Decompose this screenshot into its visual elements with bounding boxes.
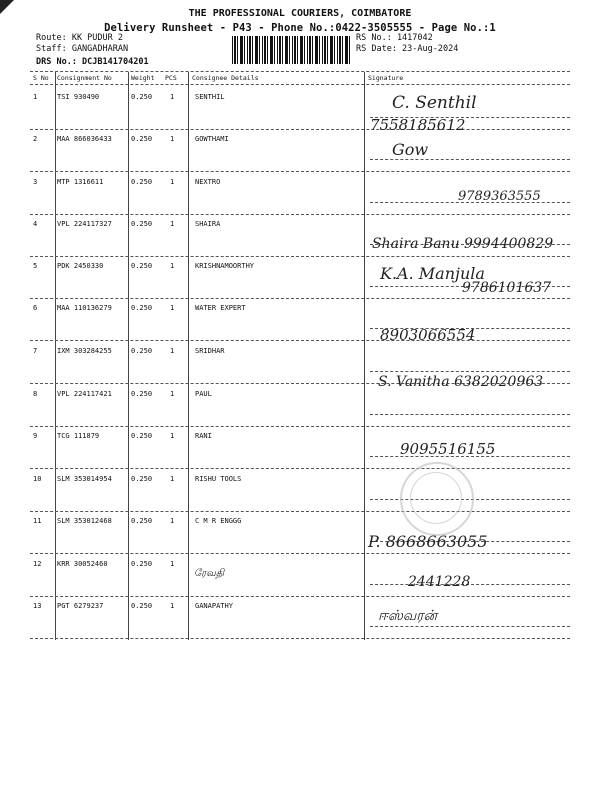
signature-phone: 2441228 — [408, 574, 471, 590]
cell-pcs: 1 — [170, 262, 175, 270]
col-weight: Weight — [131, 74, 155, 82]
row-separator — [30, 298, 570, 299]
cell-pcs: 1 — [170, 475, 175, 483]
cell-weight: 0.250 — [131, 347, 153, 355]
company-title: THE PROFESSIONAL COURIERS, COIMBATORE — [188, 8, 412, 19]
signature: Gow — [392, 140, 429, 159]
cell-consignment: VPL 224117327 — [57, 220, 112, 228]
signature-phone: 9789363555 — [458, 189, 541, 204]
cell-pcs: 1 — [170, 178, 175, 186]
cell-pcs: 1 — [170, 560, 175, 568]
cell-sno: 13 — [33, 602, 42, 610]
cell-consignment: IXM 303284255 — [57, 347, 112, 355]
signature: ஈஸ்வரன் — [378, 608, 438, 624]
signature-phone: 8903066554 — [380, 326, 476, 344]
cell-weight: 0.250 — [131, 135, 153, 143]
row-separator — [30, 256, 570, 257]
row-separator — [30, 129, 570, 130]
column-rule — [128, 72, 129, 640]
cell-weight: 0.250 — [131, 602, 153, 610]
cell-consignment: MAA 866036433 — [57, 135, 112, 143]
cell-sno: 4 — [33, 220, 38, 228]
cell-sno: 12 — [33, 560, 42, 568]
cell-consignee: SHAIRA — [195, 220, 221, 228]
rs-date: RS Date: 23-Aug-2024 — [356, 44, 459, 54]
cell-consignment: SLM 353014954 — [57, 475, 112, 483]
cell-consignee: RANI — [195, 432, 212, 440]
barcode — [232, 36, 352, 64]
cell-consignment: TSI 930490 — [57, 93, 100, 101]
row-separator — [30, 171, 570, 172]
cell-sno: 11 — [33, 517, 42, 525]
cell-consignment: PGT 6279237 — [57, 602, 104, 610]
staff-label: Staff: GANGADHARAN — [36, 44, 129, 54]
col-signature: Signature — [368, 74, 404, 82]
signature-line — [370, 414, 570, 415]
signature-phone: P. 8668663055 — [368, 532, 488, 551]
cell-sno: 5 — [33, 262, 38, 270]
cell-consignment: TCG 111879 — [57, 432, 100, 440]
signature-line — [370, 159, 570, 160]
signature: Shaira Banu 9994400829 — [372, 236, 554, 252]
cell-consignment: MTP 1316611 — [57, 178, 104, 186]
signature-line — [370, 371, 570, 372]
cell-weight: 0.250 — [131, 475, 153, 483]
cell-pcs: 1 — [170, 347, 175, 355]
cell-pcs: 1 — [170, 93, 175, 101]
row-separator — [30, 468, 570, 469]
header-divider-top — [30, 71, 570, 72]
col-consignee: Consignee Details — [192, 74, 259, 82]
col-pcs: PCS — [165, 74, 177, 82]
cell-sno: 3 — [33, 178, 38, 186]
cell-weight: 0.250 — [131, 432, 153, 440]
signature-line — [370, 626, 570, 627]
cell-consignee: GOWTHAMI — [195, 135, 229, 143]
cell-weight: 0.250 — [131, 93, 153, 101]
cell-sno: 1 — [33, 93, 38, 101]
route-label: Route: KK PUDUR 2 — [36, 33, 123, 43]
cell-sno: 10 — [33, 475, 42, 483]
rs-number: RS No.: 1417042 — [356, 33, 433, 43]
cell-pcs: 1 — [170, 602, 175, 610]
cell-pcs: 1 — [170, 432, 175, 440]
col-sno: S No — [33, 74, 49, 82]
cell-consignee: C M R ENGGG — [195, 517, 242, 525]
signature: S. Vanitha 6382020963 — [378, 374, 544, 390]
cell-weight: 0.250 — [131, 220, 153, 228]
cell-sno: 2 — [33, 135, 38, 143]
row-separator — [30, 638, 570, 639]
header-divider-bottom — [30, 84, 570, 85]
cell-weight: 0.250 — [131, 517, 153, 525]
cell-consignee: GANAPATHY — [195, 602, 233, 610]
cell-consignment: PDK 2450330 — [57, 262, 104, 270]
col-consignment: Consignment No — [57, 74, 112, 82]
cell-consignee: RISHU TOOLS — [195, 475, 242, 483]
company-stamp — [400, 462, 474, 536]
row-separator — [30, 596, 570, 597]
cell-sno: 8 — [33, 390, 38, 398]
row-separator — [30, 426, 570, 427]
signature: C. Senthil — [392, 93, 477, 113]
cell-pcs: 1 — [170, 220, 175, 228]
consignee-handwritten: ரேவதி — [194, 568, 225, 579]
signature-phone: 9786101637 — [462, 280, 552, 296]
cell-weight: 0.250 — [131, 262, 153, 270]
signature-phone: 9095516155 — [400, 440, 496, 458]
signature: K.A. Manjula — [380, 264, 485, 283]
cell-consignee: PAUL — [195, 390, 212, 398]
cell-pcs: 1 — [170, 390, 175, 398]
cell-sno: 7 — [33, 347, 38, 355]
cell-pcs: 1 — [170, 304, 175, 312]
row-separator — [30, 214, 570, 215]
column-rule — [364, 72, 365, 640]
row-separator — [30, 340, 570, 341]
cell-consignment: SLM 353012468 — [57, 517, 112, 525]
cell-consignee: SRIDHAR — [195, 347, 225, 355]
row-separator — [30, 553, 570, 554]
drs-label: DRS No.: DCJB141704201 — [36, 57, 149, 67]
cell-consignment: KRR 30052460 — [57, 560, 108, 568]
cell-weight: 0.250 — [131, 390, 153, 398]
column-rule — [55, 72, 56, 640]
cell-consignee: WATER EXPERT — [195, 304, 246, 312]
cell-pcs: 1 — [170, 135, 175, 143]
column-rule — [188, 72, 189, 640]
signature-phone: 7558185612 — [370, 116, 466, 134]
cell-sno: 9 — [33, 432, 38, 440]
cell-consignee: NEXTRO — [195, 178, 221, 186]
cell-consignee: SENTHIL — [195, 93, 225, 101]
cell-consignment: VPL 224117421 — [57, 390, 112, 398]
runsheet-title: Delivery Runsheet - P43 - Phone No.:0422-3505555 - Page No.:1 — [104, 22, 496, 34]
row-separator — [30, 511, 570, 512]
cell-consignment: MAA 110136279 — [57, 304, 112, 312]
cell-weight: 0.250 — [131, 560, 153, 568]
cell-sno: 6 — [33, 304, 38, 312]
cell-weight: 0.250 — [131, 178, 153, 186]
cell-pcs: 1 — [170, 517, 175, 525]
cell-consignee: KRISHNAMOORTHY — [195, 262, 255, 270]
cell-weight: 0.250 — [131, 304, 153, 312]
